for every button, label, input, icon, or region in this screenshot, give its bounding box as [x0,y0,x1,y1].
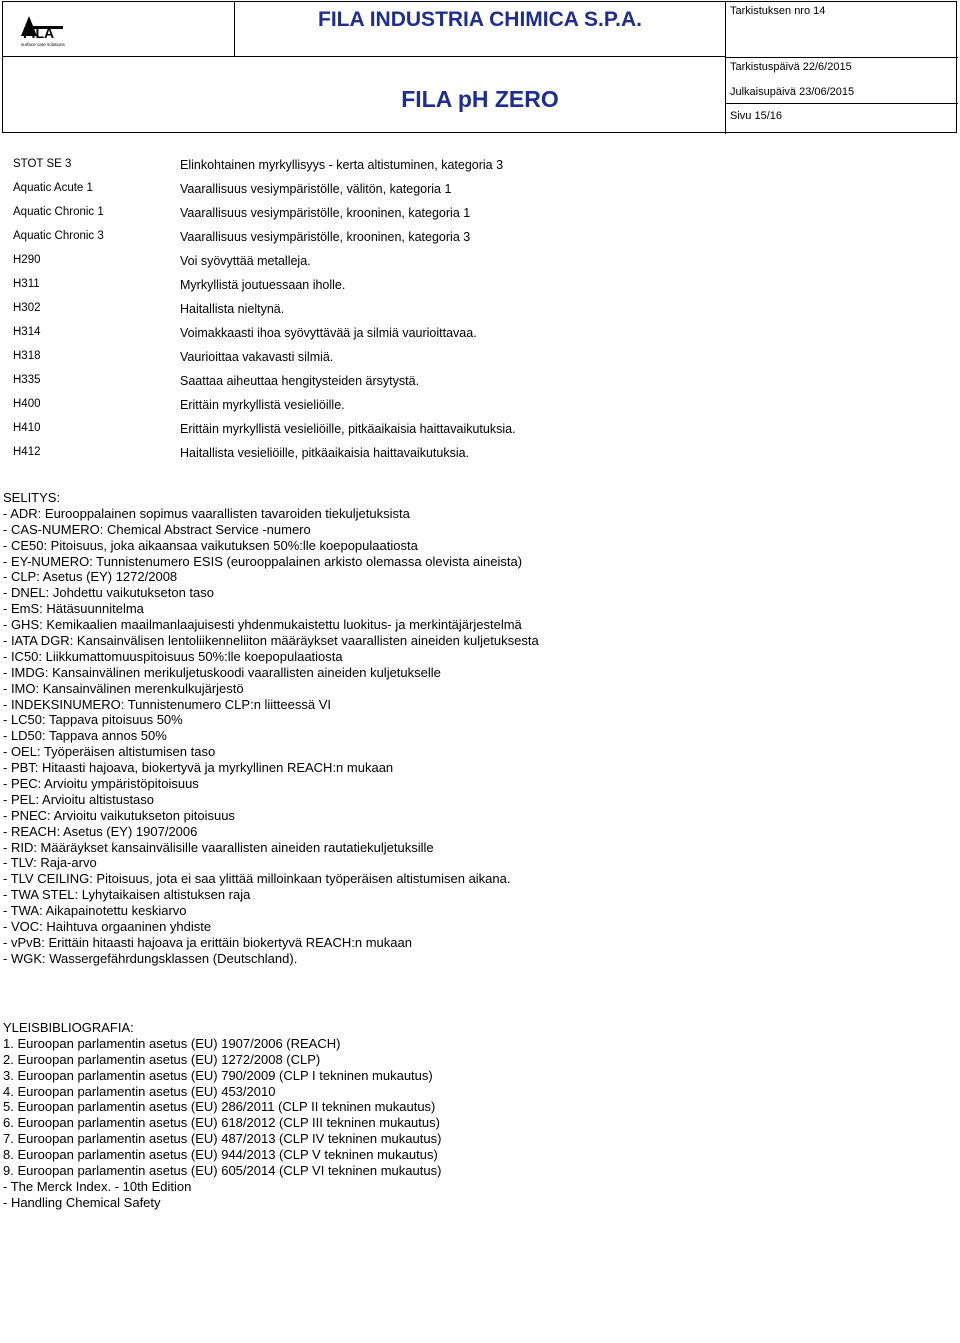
bibliography-item: 6. Euroopan parlamentin asetus (EU) 618/2012 (CLP III tekninen mukautus) [3,1115,440,1131]
divider [726,103,958,104]
legend-section [3,490,539,967]
legend-item: - LD50: Tappava annos 50% [3,728,167,744]
legend-item: - WGK: Wassergefährdungsklassen (Deutschland). [3,950,298,966]
legend-item: - EY-NUMERO: Tunnistenumero ESIS (eurooppalainen arkisto olemassa olevista aineista) [3,553,523,569]
legend-item: - IC50: Liikkumattomuuspitoisuus 50%:lle koepopulaatiosta [3,648,343,664]
hazard-description: Erittäin myrkyllistä vesieliöille, pitkäaikaisia haittavaikutuksia. [180,422,516,436]
svg-text:FILA: FILA [23,25,55,41]
legend-item: - CAS-NUMERO: Chemical Abstract Service -numero [3,521,311,537]
hazard-code: H318 [13,350,41,362]
hazard-code: H290 [13,254,41,266]
hazard-code: H311 [13,278,40,290]
company-name: FILA INDUSTRIA CHIMICA S.P.A. [235,2,725,57]
hazard-description: Vaarallisuus vesiympäristölle, krooninen, kategoria 1 [180,206,471,220]
legend-item: - ADR: Eurooppalainen sopimus vaarallisten tavaroiden tiekuljetuksista [3,505,410,521]
hazard-description: Haitallista nieltynä. [180,302,285,316]
legend-item: - PNEC: Arvioitu vaikutukseton pitoisuus [3,807,235,823]
legend-item: - VOC: Haihtuva orgaaninen yhdiste [3,919,212,935]
divider [726,57,958,58]
hazard-code: H335 [13,374,41,386]
hazard-description: Vaarallisuus vesiympäristölle, krooninen, kategoria 3 [180,230,471,244]
legend-item: - TWA STEL: Lyhytaikaisen altistuksen raja [3,887,251,903]
bibliography-item: - The Merck Index. - 10th Edition [3,1178,192,1194]
hazard-description: Erittäin myrkyllistä vesieliöille. [180,398,345,412]
hazard-code: Aquatic Chronic 1 [13,206,104,218]
bibliography-item: - Handling Chemical Safety [3,1194,161,1210]
document-header [2,1,957,133]
legend-item: - CE50: Pitoisuus, joka aikaansaa vaikutuksen 50%:lle koepopulaatiosta [3,537,418,553]
bibliography-item: 8. Euroopan parlamentin asetus (EU) 944/2013 (CLP V tekninen mukautus) [3,1147,438,1163]
hazard-description: Voimakkaasti ihoa syövyttävää ja silmiä vaurioittavaa. [180,326,477,340]
legend-item: - OEL: Työperäisen altistumisen taso [3,744,216,760]
fila-logo [19,12,69,48]
bibliography-section [3,1020,441,1211]
legend-item: - TLV CEILING: Pitoisuus, jota ei saa ylittää milloinkaan työperäisen altistumisen aikana. [3,871,511,887]
bibliography-item: 7. Euroopan parlamentin asetus (EU) 487/2013 (CLP IV tekninen mukautus) [3,1131,442,1147]
bibliography-item: 3. Euroopan parlamentin asetus (EU) 790/2009 (CLP I tekninen mukautus) [3,1067,433,1083]
legend-item: - CLP: Asetus (EY) 1272/2008 [3,569,178,585]
hazard-description: Haitallista vesieliöille, pitkäaikaisia haittavaikutuksia. [180,446,470,460]
hazard-code: STOT SE 3 [13,158,72,170]
bibliography-item: 2. Euroopan parlamentin asetus (EU) 1272/2008 (CLP) [3,1051,321,1067]
hazard-code: H410 [13,422,41,434]
legend-item: - TLV: Raja-arvo [3,855,97,871]
legend-item: - PEL: Arvioitu altistustaso [3,791,155,807]
hazard-description: Elinkohtainen myrkyllisyys - kerta altistuminen, kategoria 3 [180,158,504,172]
legend-item: - PEC: Arvioitu ympäristöpitoisuus [3,776,199,792]
hazard-description: Voi syövyttää metalleja. [180,254,311,268]
hazard-code: Aquatic Chronic 3 [13,230,104,242]
legend-item: - REACH: Asetus (EY) 1907/2006 [3,823,198,839]
bibliography-item: 5. Euroopan parlamentin asetus (EU) 286/2011 (CLP II tekninen mukautus) [3,1099,436,1115]
revision-date: Tarkistuspäivä 22/6/2015 [730,61,852,73]
hazard-code: Aquatic Acute 1 [13,182,93,194]
svg-text:surface care solutions: surface care solutions [21,42,65,47]
revision-number: Tarkistuksen nro 14 [730,5,826,17]
revision-info [725,2,958,134]
hazard-description: Vaarallisuus vesiympäristölle, välitön, kategoria 1 [180,182,452,196]
legend-item: - IMO: Kansainvälinen merenkulkujärjestö [3,680,244,696]
bibliography-item: 4. Euroopan parlamentin asetus (EU) 453/2010 [3,1083,276,1099]
hazard-description: Saattaa aiheuttaa hengitysteiden ärsytystä. [180,374,420,388]
hazard-description: Myrkyllistä joutuessaan iholle. [180,278,346,292]
legend-item: - GHS: Kemikaalien maailmanlaajuisesti yhdenmukaistettu luokitus- ja merkintäjärjestelmä [3,617,522,633]
bibliography-item: 9. Euroopan parlamentin asetus (EU) 605/2014 (CLP VI tekninen mukautus) [3,1163,442,1179]
legend-item: - LC50: Tappava pitoisuus 50% [3,712,183,728]
legend-item: - TWA: Aikapainotettu keskiarvo [3,903,187,919]
hazard-description: Vaurioittaa vakavasti silmiä. [180,350,334,364]
bibliography-item: 1. Euroopan parlamentin asetus (EU) 1907/2006 (REACH) [3,1035,341,1051]
product-name: FILA pH ZERO [401,86,559,112]
logo-cell [3,2,235,57]
publish-date: Julkaisupäivä 23/06/2015 [730,86,855,98]
hazard-code: H400 [13,398,41,410]
legend-item: - DNEL: Johdettu vaikutukseton taso [3,585,215,601]
hazard-code: H314 [13,326,41,338]
legend-item: - IMDG: Kansainvälinen merikuljetuskoodi vaarallisten aineiden kuljetukselle [3,664,441,680]
bibliography-title: YLEISBIBLIOGRAFIA: [3,1020,134,1035]
hazard-code: H412 [13,446,41,458]
legend-item: - vPvB: Erittäin hitaasti hajoava ja erittäin biokertyvä REACH:n mukaan [3,934,412,950]
legend-title: SELITYS: [3,490,61,505]
legend-item: - EmS: Hätäsuunnitelma [3,601,144,617]
page-number: Sivu 15/16 [730,110,782,122]
legend-item: - IATA DGR: Kansainvälisen lentoliikenneliiton määräykset vaarallisten aineiden kuljetuksesta [3,633,539,649]
legend-item: - INDEKSINUMERO: Tunnistenumero CLP:n liitteessä VI [3,696,332,712]
hazard-code: H302 [13,302,41,314]
legend-item: - RID: Määräykset kansainvälisille vaarallisten aineiden rautatiekuljetuksille [3,839,434,855]
legend-item: - PBT: Hitaasti hajoava, biokertyvä ja myrkyllinen REACH:n mukaan [3,760,394,776]
